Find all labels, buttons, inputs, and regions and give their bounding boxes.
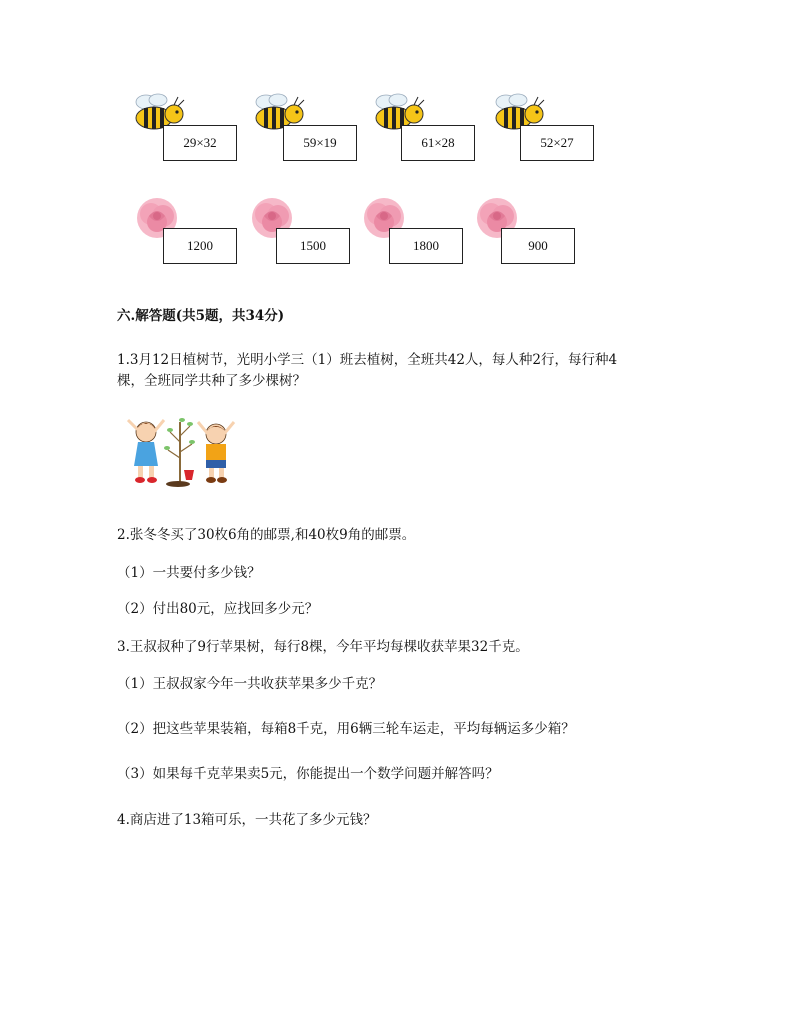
question-3-sub-2: （2）把这些苹果装箱，每箱8千克，用6辆三轮车运走，平均每辆运多少箱？ [117,721,575,737]
question-1-line-1: 1.3月12日植树节，光明小学三（1）班去植树，全班共42人，每人种2行，每行种4 [117,352,618,368]
question-3-sub-1: （1）王叔叔家今年一共收获苹果多少千克？ [117,676,383,692]
question-1-line-2: 棵，全班同学共种了多少棵树？ [117,373,306,389]
question-4-stem: 4.商店进了13箱可乐，一共花了多少元钱？ [117,812,377,828]
answer-box: 900 [501,228,575,264]
multiplication-box: 29×32 [163,125,237,161]
question-2-stem: 2.张冬冬买了30枚6角的邮票,和40枚9角的邮票。 [117,527,416,543]
multiplication-box: 61×28 [401,125,475,161]
question-3-sub-3: （3）如果每千克苹果卖5元，你能提出一个数学问题并解答吗？ [117,766,499,782]
answer-box: 1200 [163,228,237,264]
question-2-sub-2: （2）付出80元，应找回多少元？ [117,601,319,617]
multiplication-box: 59×19 [283,125,357,161]
kids-planting-tree-illustration [120,412,244,490]
answer-box: 1500 [276,228,350,264]
multiplication-box: 52×27 [520,125,594,161]
section-title: 六.解答题(共5题，共34分) [117,308,285,324]
answer-box: 1800 [389,228,463,264]
question-2-sub-1: （1）一共要付多少钱？ [117,565,261,581]
question-3-stem: 3.王叔叔种了9行苹果树，每行8棵，今年平均每棵收获苹果32千克。 [117,639,529,655]
